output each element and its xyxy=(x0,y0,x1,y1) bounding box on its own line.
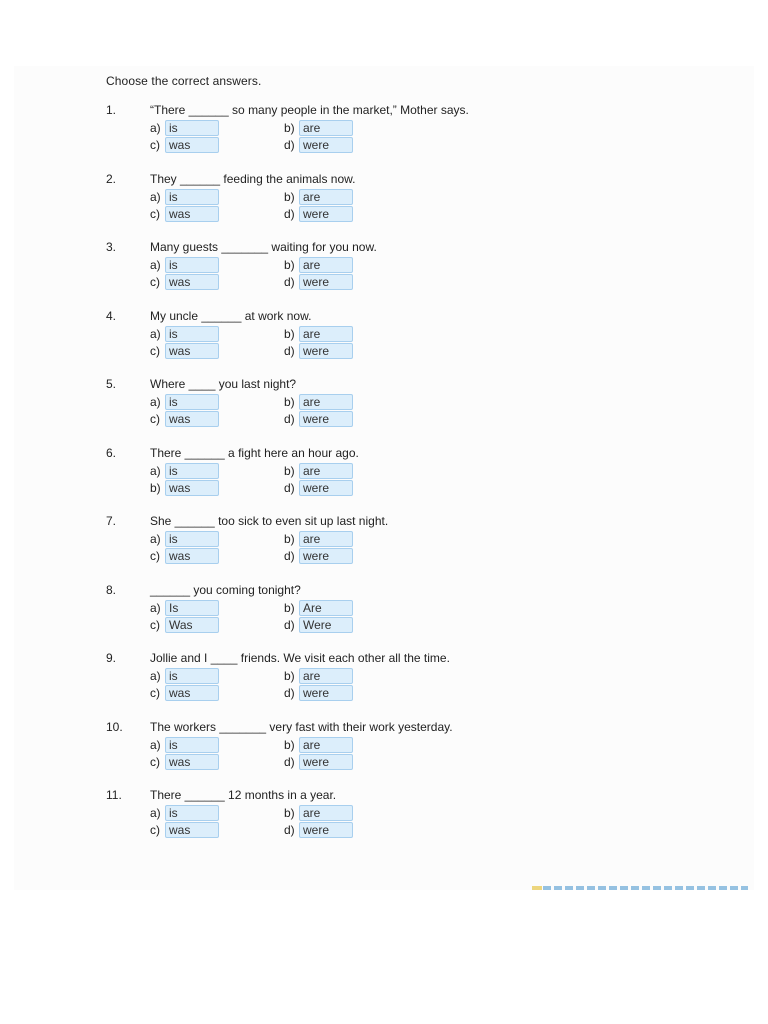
answer-choice-box[interactable]: was xyxy=(165,548,219,564)
answer-choice-box[interactable]: Was xyxy=(165,617,219,633)
answer-choice-box[interactable]: are xyxy=(299,531,353,547)
answer-choice-box[interactable]: was xyxy=(165,754,219,770)
answer-choice-box[interactable]: is xyxy=(165,189,219,205)
answer-choice-box[interactable]: are xyxy=(299,326,353,342)
answer-option[interactable] xyxy=(284,206,353,222)
question-number: 7. xyxy=(106,514,117,528)
question-text: They ______ feeding the animals now. xyxy=(150,171,356,186)
answer-choice-box[interactable]: were xyxy=(299,822,353,838)
answer-choice-box[interactable]: are xyxy=(299,805,353,821)
option-letter: c) xyxy=(150,343,160,358)
option-letter: b) xyxy=(284,121,295,135)
answer-choice-box[interactable]: Is xyxy=(165,600,219,616)
answer-choice-box[interactable]: were xyxy=(299,754,353,770)
answer-option[interactable] xyxy=(150,411,219,427)
answer-option[interactable] xyxy=(150,548,219,564)
option-letter: d) xyxy=(284,138,295,152)
answer-option[interactable] xyxy=(284,411,353,427)
answer-choice-box[interactable]: are xyxy=(299,189,353,205)
answer-choice-box[interactable]: is xyxy=(165,326,219,342)
option-letter: c) xyxy=(150,754,160,769)
answer-choice-box[interactable]: were xyxy=(299,548,353,564)
option-letter: a) xyxy=(150,189,161,204)
answer-choice-box[interactable]: Were xyxy=(299,617,353,633)
answer-option[interactable] xyxy=(150,274,219,290)
brand-logo-strip xyxy=(532,886,748,890)
option-letter: a) xyxy=(150,258,161,272)
answer-option[interactable] xyxy=(150,805,219,821)
answer-choice-box[interactable]: was xyxy=(165,480,219,496)
question-text: Jollie and I ____ friends. We visit each other all the time. xyxy=(150,651,450,665)
answer-option[interactable] xyxy=(150,737,219,753)
answer-option[interactable] xyxy=(284,754,353,770)
answer-choice-box[interactable]: is xyxy=(165,668,219,684)
option-letter: c) xyxy=(150,823,160,837)
question-text: There ______ 12 months in a year. xyxy=(150,788,337,802)
question-item xyxy=(0,446,768,502)
question-item xyxy=(0,651,768,707)
option-letter: a) xyxy=(150,395,161,409)
question-item xyxy=(0,720,768,776)
option-letter: c) xyxy=(150,275,160,289)
question-text: There ______ a fight here an hour ago. xyxy=(150,445,359,460)
answer-choice-box[interactable]: were xyxy=(299,685,353,701)
answer-choice-box[interactable]: were xyxy=(299,274,353,290)
answer-choice-box[interactable]: is xyxy=(165,531,219,547)
question-number: 4. xyxy=(106,308,117,323)
answer-option[interactable] xyxy=(150,206,219,222)
answer-option[interactable] xyxy=(150,343,219,359)
answer-choice-box[interactable]: was xyxy=(165,411,219,427)
answer-option[interactable] xyxy=(284,326,353,342)
answer-choice-box[interactable]: is xyxy=(165,394,219,410)
answer-choice-box[interactable]: was xyxy=(165,274,219,290)
answer-choice-box[interactable]: is xyxy=(165,805,219,821)
question-number: 11. xyxy=(106,788,122,802)
answer-choice-box[interactable]: is xyxy=(165,120,219,136)
answer-choice-box[interactable]: are xyxy=(299,737,353,753)
answer-option[interactable] xyxy=(284,685,353,701)
question-number: 1. xyxy=(106,103,117,117)
answer-option[interactable] xyxy=(150,189,219,205)
option-letter: d) xyxy=(284,754,295,769)
question-text: ______ you coming tonight? xyxy=(150,582,301,597)
answer-choice-box[interactable]: is xyxy=(165,257,219,273)
option-letter: d) xyxy=(284,686,295,700)
question-number: 2. xyxy=(106,171,117,186)
answer-option[interactable] xyxy=(284,274,353,290)
option-letter: b) xyxy=(284,600,295,615)
question-text: She ______ too sick to even sit up last night. xyxy=(150,514,389,528)
answer-option[interactable] xyxy=(284,480,353,496)
answer-option[interactable] xyxy=(284,600,353,616)
answer-choice-box[interactable]: are xyxy=(299,120,353,136)
answer-option[interactable] xyxy=(284,137,353,153)
answer-option[interactable] xyxy=(150,668,219,684)
question-number: 6. xyxy=(106,445,117,460)
question-item xyxy=(0,172,768,228)
question-text: “There ______ so many people in the market,” Mother says. xyxy=(150,103,469,117)
answer-choice-box[interactable]: was xyxy=(165,206,219,222)
question-text: The workers _______ very fast with their work yesterday. xyxy=(150,719,453,734)
answer-choice-box[interactable]: was xyxy=(165,822,219,838)
question-item xyxy=(0,514,768,570)
answer-option[interactable] xyxy=(284,463,353,479)
answer-choice-box[interactable]: is xyxy=(165,463,219,479)
option-letter: d) xyxy=(284,823,295,837)
answer-option[interactable] xyxy=(150,600,219,616)
question-item xyxy=(0,240,768,296)
question-number: 8. xyxy=(106,582,117,597)
option-letter: d) xyxy=(284,480,295,495)
answer-choice-box[interactable]: were xyxy=(299,411,353,427)
option-letter: b) xyxy=(284,806,295,820)
option-letter: a) xyxy=(150,600,161,615)
option-letter: b) xyxy=(284,737,295,752)
answer-option[interactable] xyxy=(284,805,353,821)
answer-option[interactable] xyxy=(284,548,353,564)
option-letter: a) xyxy=(150,463,161,478)
option-letter: a) xyxy=(150,806,161,820)
answer-option[interactable] xyxy=(284,617,353,633)
answer-option[interactable] xyxy=(284,343,353,359)
answer-option[interactable] xyxy=(284,120,353,136)
answer-choice-box[interactable]: was xyxy=(165,343,219,359)
answer-option[interactable] xyxy=(150,531,219,547)
option-letter: b) xyxy=(284,326,295,341)
option-letter: b) xyxy=(284,532,295,546)
option-letter: b) xyxy=(284,258,295,272)
answer-option[interactable] xyxy=(150,822,219,838)
answer-choice-box[interactable]: Are xyxy=(299,600,353,616)
option-letter: c) xyxy=(150,686,160,700)
question-item xyxy=(0,583,768,639)
question-item xyxy=(0,788,768,844)
answer-option[interactable] xyxy=(150,394,219,410)
option-letter: a) xyxy=(150,121,161,135)
answer-option[interactable] xyxy=(284,257,353,273)
option-letter: d) xyxy=(284,412,295,426)
question-number: 3. xyxy=(106,240,117,254)
answer-choice-box[interactable]: are xyxy=(299,394,353,410)
answer-choice-box[interactable]: are xyxy=(299,668,353,684)
question-item xyxy=(0,377,768,433)
answer-choice-box[interactable]: were xyxy=(299,206,353,222)
answer-option[interactable] xyxy=(284,189,353,205)
option-letter: c) xyxy=(150,138,160,152)
option-letter: b) xyxy=(284,395,295,409)
option-letter: b) xyxy=(284,189,295,204)
option-letter: d) xyxy=(284,549,295,563)
answer-option[interactable] xyxy=(150,137,219,153)
answer-option[interactable] xyxy=(150,257,219,273)
question-item xyxy=(0,103,768,159)
question-text: Where ____ you last night? xyxy=(150,377,297,391)
answer-option[interactable] xyxy=(150,617,219,633)
option-letter: c) xyxy=(150,412,160,426)
answer-option[interactable] xyxy=(284,668,353,684)
answer-choice-box[interactable]: are xyxy=(299,257,353,273)
answer-option[interactable] xyxy=(150,326,219,342)
answer-choice-box[interactable]: was xyxy=(165,137,219,153)
option-letter: a) xyxy=(150,737,161,752)
answer-choice-box[interactable]: is xyxy=(165,737,219,753)
option-letter: c) xyxy=(150,206,160,221)
answer-option[interactable] xyxy=(150,480,219,496)
option-letter: c) xyxy=(150,617,160,632)
option-letter: b) xyxy=(284,463,295,478)
answer-option[interactable] xyxy=(150,463,219,479)
answer-option[interactable] xyxy=(284,394,353,410)
answer-choice-box[interactable]: was xyxy=(165,685,219,701)
answer-choice-box[interactable]: were xyxy=(299,480,353,496)
option-letter: b) xyxy=(150,480,161,495)
option-letter: d) xyxy=(284,343,295,358)
option-letter: a) xyxy=(150,532,161,546)
option-letter: d) xyxy=(284,275,295,289)
answer-option[interactable] xyxy=(284,737,353,753)
question-text: Many guests _______ waiting for you now. xyxy=(150,240,377,254)
answer-option[interactable] xyxy=(150,685,219,701)
option-letter: d) xyxy=(284,206,295,221)
answer-option[interactable] xyxy=(150,120,219,136)
answer-choice-box[interactable]: are xyxy=(299,463,353,479)
option-letter: b) xyxy=(284,669,295,683)
answer-choice-box[interactable]: were xyxy=(299,343,353,359)
answer-option[interactable] xyxy=(284,531,353,547)
question-number: 10. xyxy=(106,719,123,734)
question-number: 9. xyxy=(106,651,117,665)
instruction-text: Choose the correct answers. xyxy=(106,74,262,88)
question-number: 5. xyxy=(106,377,117,391)
question-item xyxy=(0,309,768,365)
answer-choice-box[interactable]: were xyxy=(299,137,353,153)
option-letter: a) xyxy=(150,669,161,683)
answer-option[interactable] xyxy=(284,822,353,838)
option-letter: d) xyxy=(284,617,295,632)
answer-option[interactable] xyxy=(150,754,219,770)
option-letter: c) xyxy=(150,549,160,563)
option-letter: a) xyxy=(150,326,161,341)
question-text: My uncle ______ at work now. xyxy=(150,308,312,323)
